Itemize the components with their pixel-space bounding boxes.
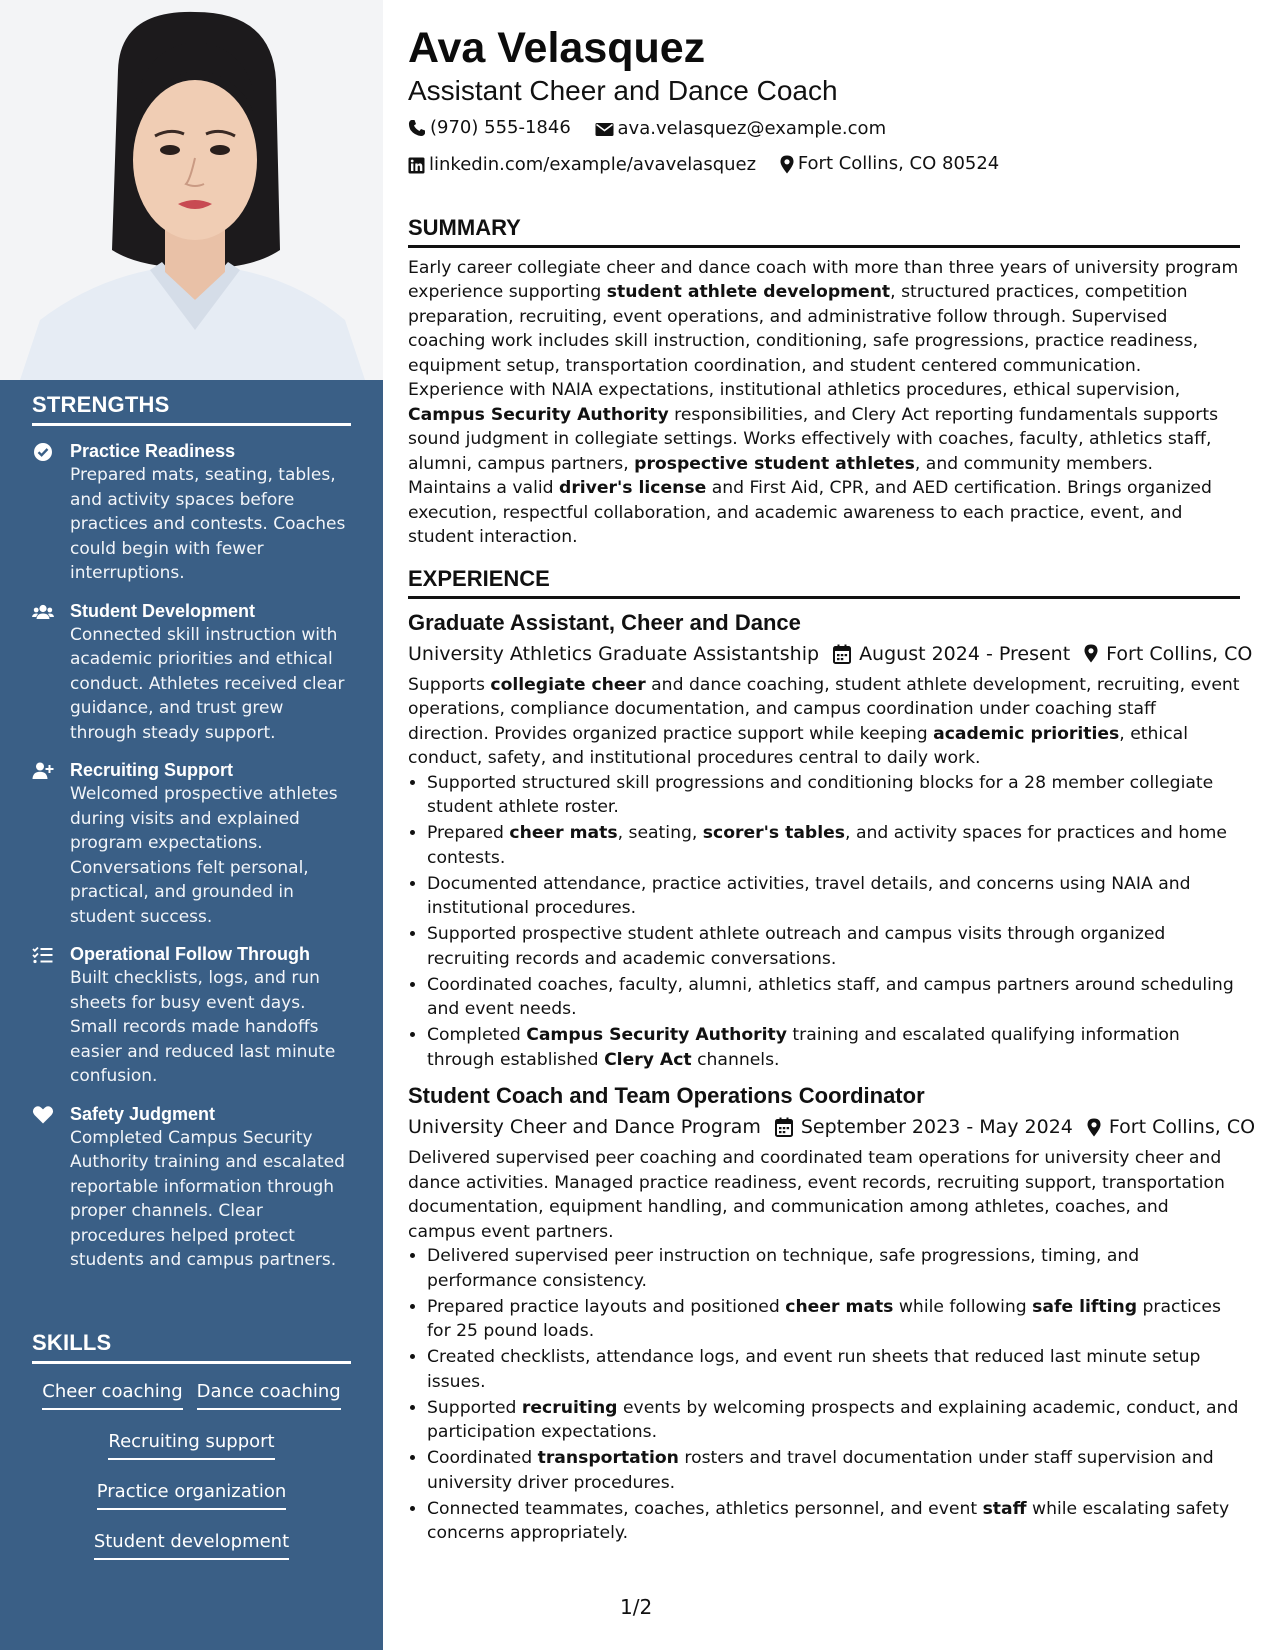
job-location: Fort Collins, CO	[1106, 642, 1253, 665]
bullet-item	[427, 922, 1240, 971]
emphasis-text: Campus Security Authority	[408, 404, 669, 425]
text-run: Supported	[427, 1397, 522, 1418]
strength-item	[32, 600, 351, 746]
bullet-item	[427, 1295, 1240, 1344]
strength-title: Student Development	[70, 600, 256, 621]
calendar-icon	[833, 644, 851, 664]
skills-heading: SKILLS	[32, 1330, 351, 1364]
job-target-title: Assistant Cheer and Dance Coach	[408, 75, 838, 106]
job-org: University Athletics Graduate Assistantship	[408, 642, 820, 665]
map-pin-icon	[1084, 644, 1098, 663]
emphasis-text: recruiting	[521, 1397, 618, 1418]
contact-row	[408, 112, 1240, 148]
emphasis-text: cheer mats	[509, 823, 618, 843]
text-run: responsibilities, and Clery Act reporting fundamentals supports sound judgment in collegiate settings. Works effectively with coaches, faculty, athletics staff, alumni, campus partners,	[408, 404, 1219, 474]
list-check-icon	[32, 945, 54, 965]
strength-text: Built checklists, logs, and run sheets for busy event days. Small records made handoffs easier and reduced last minute confusion.	[70, 968, 336, 1086]
skill-tag: Student development	[94, 1530, 289, 1560]
contact-email[interactable]	[595, 113, 887, 145]
text-run: while following	[893, 1296, 1033, 1317]
text-run: Connected teammates, coaches, athletics personnel, and event	[427, 1498, 983, 1519]
bullet-item	[427, 771, 1240, 820]
text-run: channels.	[691, 1049, 780, 1070]
job-dates-item	[833, 639, 1070, 669]
job-title: Graduate Assistant, Cheer and Dance	[408, 609, 801, 635]
text-run: Supports	[408, 674, 491, 695]
bullet-item	[427, 872, 1240, 921]
emphasis-text: academic priorities	[933, 723, 1120, 744]
email-text[interactable]: ava.velasquez@example.com	[617, 118, 887, 139]
text-run: training and escalated qualifying information through established	[427, 1025, 1180, 1070]
text-run: Supported prospective student athlete outreach and campus visits through organized recruiting records and academic conversations.	[427, 924, 1166, 969]
check-circle-icon	[32, 442, 54, 462]
calendar-icon	[775, 1117, 793, 1137]
users-icon	[32, 602, 54, 622]
text-run: , ethical conduct, safety, and institutional procedures central to daily work.	[408, 723, 1188, 768]
strength-text: Connected skill instruction with academic priorities and ethical conduct. Athletes received clear guidance, and trust grew through steady support.	[70, 624, 345, 743]
job-bullets	[408, 771, 1240, 1073]
text-run: Early career collegiate cheer and dance coach with more than three years of university program experience supporting	[408, 257, 1239, 302]
location-text: Fort Collins, CO 80524	[797, 153, 1000, 174]
text-run: Delivered supervised peer coaching and coordinated team operations for university cheer and dance activities. Managed practice readiness, event records, recruiting support, transportation documentation, equipment handling, and communication among athletes, coaches, and campus event partners.	[408, 1148, 1225, 1242]
portrait-illustration	[0, 0, 383, 380]
skill-tag: Practice organization	[97, 1480, 287, 1510]
job-location-item	[1087, 1112, 1255, 1142]
job-dates: August 2024 - Present	[859, 642, 1071, 665]
bullet-item	[427, 1023, 1240, 1072]
bullet-item	[427, 1345, 1240, 1394]
bullet-item	[427, 1244, 1240, 1293]
skill-tag: Dance coaching	[197, 1380, 341, 1410]
bullet-item	[427, 821, 1240, 870]
bullet-item	[427, 973, 1240, 1022]
text-run: practices for 25 pound loads.	[427, 1296, 1221, 1341]
bullet-item	[427, 1497, 1240, 1546]
strength-title: Operational Follow Through	[70, 944, 310, 964]
bullet-item	[427, 1446, 1240, 1495]
map-pin-icon	[780, 155, 794, 174]
text-run: , and activity spaces for practices and home contests.	[427, 823, 1227, 868]
emphasis-text: Campus Security Authority	[526, 1025, 787, 1045]
strength-text: Welcomed prospective athletes during visits and explained program expectations. Conversations felt personal, practical, and grounded in student success.	[70, 784, 338, 927]
strength-item	[32, 759, 351, 929]
text-run: Prepared practice layouts and positioned	[427, 1296, 786, 1317]
contact-linkedin[interactable]	[408, 149, 756, 181]
summary-text	[408, 256, 1240, 550]
job-entry	[408, 1082, 1256, 1546]
profile-photo	[0, 0, 383, 380]
phone-icon	[408, 119, 426, 137]
emphasis-text: prospective student athletes	[634, 453, 915, 474]
strength-title: Practice Readiness	[70, 441, 236, 461]
text-run: Coordinated coaches, faculty, alumni, athletics staff, and campus partners around scheduling and event needs.	[427, 974, 1234, 1019]
user-plus-icon	[32, 761, 54, 781]
contact-row	[408, 148, 1240, 185]
job-org: University Cheer and Dance Program	[408, 1116, 761, 1138]
summary-section	[408, 215, 1240, 550]
skill-tag: Cheer coaching	[42, 1380, 182, 1410]
contact-phone	[408, 112, 571, 144]
main-content	[408, 22, 1256, 1547]
contact-location	[780, 148, 999, 180]
emphasis-text: Clery Act	[604, 1049, 692, 1070]
text-run: rosters and travel documentation under staff supervision and university driver procedures.	[427, 1448, 1214, 1493]
emphasis-text: transportation	[537, 1448, 679, 1468]
linkedin-text[interactable]: linkedin.com/example/avavelasquez	[429, 154, 757, 175]
strengths-heading: STRENGTHS	[32, 392, 351, 426]
text-run: and dance coaching, student athlete development, recruiting, event operations, compliance documentation, and campus coordination under coaching staff direction. Provides organized practice support while keeping	[408, 674, 1240, 744]
emphasis-text: student athlete development	[606, 282, 891, 302]
summary-heading: SUMMARY	[408, 215, 1240, 248]
strength-item	[32, 1103, 351, 1273]
sidebar	[0, 0, 383, 1650]
text-run: , seating,	[617, 823, 703, 843]
job-location: Fort Collins, CO	[1108, 1116, 1256, 1138]
strength-title: Recruiting Support	[70, 760, 233, 780]
emphasis-text: staff	[982, 1498, 1027, 1519]
text-run: Completed	[427, 1025, 527, 1045]
text-run: Coordinated	[427, 1448, 538, 1468]
map-pin-icon	[1087, 1118, 1101, 1137]
bullet-item	[427, 1396, 1240, 1445]
job-dates: September 2023 - May 2024	[800, 1116, 1073, 1138]
strength-title: Safety Judgment	[70, 1103, 216, 1124]
job-dates-item	[775, 1112, 1073, 1142]
emphasis-text: scorer's tables	[702, 823, 846, 843]
experience-section	[408, 565, 1256, 1546]
job-description	[408, 673, 1240, 771]
experience-heading: EXPERIENCE	[408, 566, 1240, 599]
emphasis-text: collegiate cheer	[490, 674, 646, 695]
skill-tag: Recruiting support	[108, 1430, 274, 1460]
text-run: Created checklists, attendance logs, and event run sheets that reduced last minute setup issues.	[427, 1347, 1201, 1392]
strength-text: Prepared mats, seating, tables, and activity spaces before practices and contests. Coaches could begin with fewer interruptions.	[70, 465, 346, 583]
job-location-item	[1084, 639, 1252, 669]
strength-text: Completed Campus Security Authority training and escalated reportable information through proper channels. Clear procedures helped protect students and campus partners.	[70, 1127, 345, 1270]
linkedin-icon	[408, 157, 425, 174]
skills-list	[32, 1380, 351, 1580]
text-run: Prepared	[427, 823, 510, 843]
text-run: Documented attendance, practice activities, travel details, and concerns using NAIA and institutional procedures.	[427, 873, 1191, 918]
strengths-section	[32, 392, 351, 1273]
job-meta	[408, 639, 1253, 669]
text-run: , structured practices, competition preparation, recruiting, event operations, and administrative follow through. Supervised coaching work includes skill instruction, conditioning, safe progressions, practice readiness, equipment setup, transportation coordination, and student centered communication. Experience with NAIA expectations, institutional athletics procedures, ethical supervision,	[408, 282, 1199, 400]
page-number: 1/2	[620, 1595, 653, 1619]
emphasis-text: cheer mats	[785, 1296, 894, 1317]
strength-item	[32, 943, 351, 1089]
job-entry	[408, 609, 1253, 1073]
emphasis-text: driver's license	[559, 478, 707, 498]
job-description	[408, 1146, 1240, 1244]
job-bullets	[408, 1244, 1240, 1546]
text-run: , and community members. Maintains a valid	[408, 453, 1154, 498]
text-run: Delivered supervised peer instruction on technique, safe progressions, timing, and performance consistency.	[427, 1246, 1140, 1291]
job-meta	[408, 1112, 1256, 1142]
heart-icon	[32, 1105, 54, 1125]
text-run: Supported structured skill progressions and conditioning blocks for a 28 member collegiate student athlete roster.	[427, 772, 1214, 817]
skills-section	[32, 1330, 351, 1580]
emphasis-text: safe lifting	[1032, 1296, 1137, 1317]
text-run: and First Aid, CPR, and AED certification. Brings organized execution, respectful collaboration, and academic awareness to each practice, event, and student interaction.	[408, 478, 1212, 547]
envelope-icon	[595, 121, 614, 137]
text-run: while escalating safety concerns appropriately.	[427, 1498, 1230, 1543]
strength-item	[32, 440, 351, 586]
job-title: Student Coach and Team Operations Coordinator	[408, 1083, 925, 1108]
candidate-name: Ava Velasquez	[408, 24, 706, 72]
phone-text: (970) 555-1846	[430, 117, 571, 138]
text-run: events by welcoming prospects and explaining academic, conduct, and participation expectations.	[427, 1397, 1239, 1442]
